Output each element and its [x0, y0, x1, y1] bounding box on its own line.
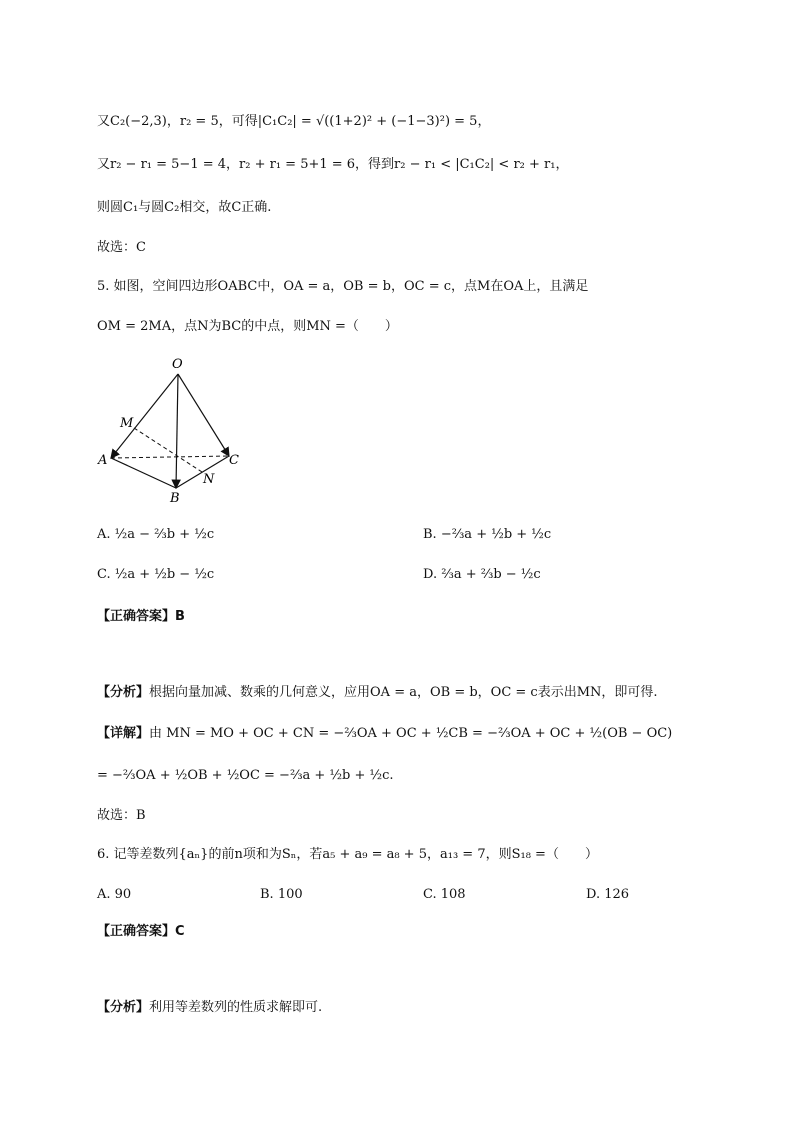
q5-detail-line-2: = −⅔OA + ½OB + ½OC = −⅔a + ½b + ½c. [97, 768, 394, 783]
analysis-tag: 【分析】 [97, 685, 150, 700]
q5-option-c: C. ½a + ½b − ½c [97, 567, 215, 582]
analysis-text: 根据向量加减、数乘的几何意义，应用OA = a，OB = b，OC = c表示出MN，即可得. [149, 685, 658, 700]
q6-answer: 【正确答案】C [97, 924, 185, 939]
q5-stem-line-1: 5. 如图，空间四边形OABC中，OA = a，OB = b，OC = c，点M在OA上，且满足 [97, 279, 589, 294]
tetrahedron-figure [96, 352, 256, 508]
q6-analysis-tag: 【分析】 [97, 1000, 150, 1015]
q6-option-b: B. 100 [260, 887, 303, 902]
detail-text-1: 由 MN = MO + OC + CN = −⅔OA + OC + ½CB = −⅔OA + OC + ½(OB − OC) [149, 726, 673, 741]
q5-option-b: B. −⅔a + ½b + ½c [423, 527, 552, 542]
q6-analysis [97, 998, 322, 1018]
label-o: O [172, 357, 183, 372]
q5-choose: 故选：B [97, 808, 146, 823]
detail-tag: 【详解】 [97, 726, 150, 741]
q6-option-c: C. 108 [423, 887, 466, 902]
q6-option-d: D. 126 [586, 887, 630, 902]
label-b: B [170, 491, 180, 504]
q6-stem: 6. 记等差数列{aₙ}的前n项和为Sₙ，若a₅ + a₉ = a₈ + 5，a₁₃ = 7，则S₁₈ =（ ） [97, 847, 598, 862]
prev-choose: 故选：C [97, 240, 146, 255]
q5-option-a: A. ½a − ⅔b + ½c [97, 527, 215, 542]
q6-option-a: A. 90 [97, 887, 132, 902]
label-a: A [98, 453, 108, 468]
label-m: M [120, 416, 134, 431]
q5-answer: 【正确答案】B [97, 609, 185, 624]
label-n: N [203, 472, 215, 487]
q5-detail-line-1 [97, 724, 672, 744]
prev-solution-line-2: 又r₂ − r₁ = 5−1 = 4，r₂ + r₁ = 5+1 = 6，得到r₂ − r₁ < |C₁C₂| < r₂ + r₁， [97, 157, 569, 172]
prev-solution-line-1: 又C₂(−2,3)，r₂ = 5，可得|C₁C₂| = √((1+2)² + (−1−3)²) = 5， [97, 114, 491, 129]
label-c: C [229, 453, 239, 468]
q5-stem-line-2: OM = 2MA，点N为BC的中点，则MN =（ ） [97, 319, 398, 334]
prev-solution-line-3: 则圆C₁与圆C₂相交，故C正确. [97, 200, 272, 215]
q5-analysis [97, 683, 658, 703]
q6-analysis-text: 利用等差数列的性质求解即可. [149, 1000, 323, 1015]
q5-option-d: D. ⅔a + ⅔b − ½c [423, 567, 541, 582]
